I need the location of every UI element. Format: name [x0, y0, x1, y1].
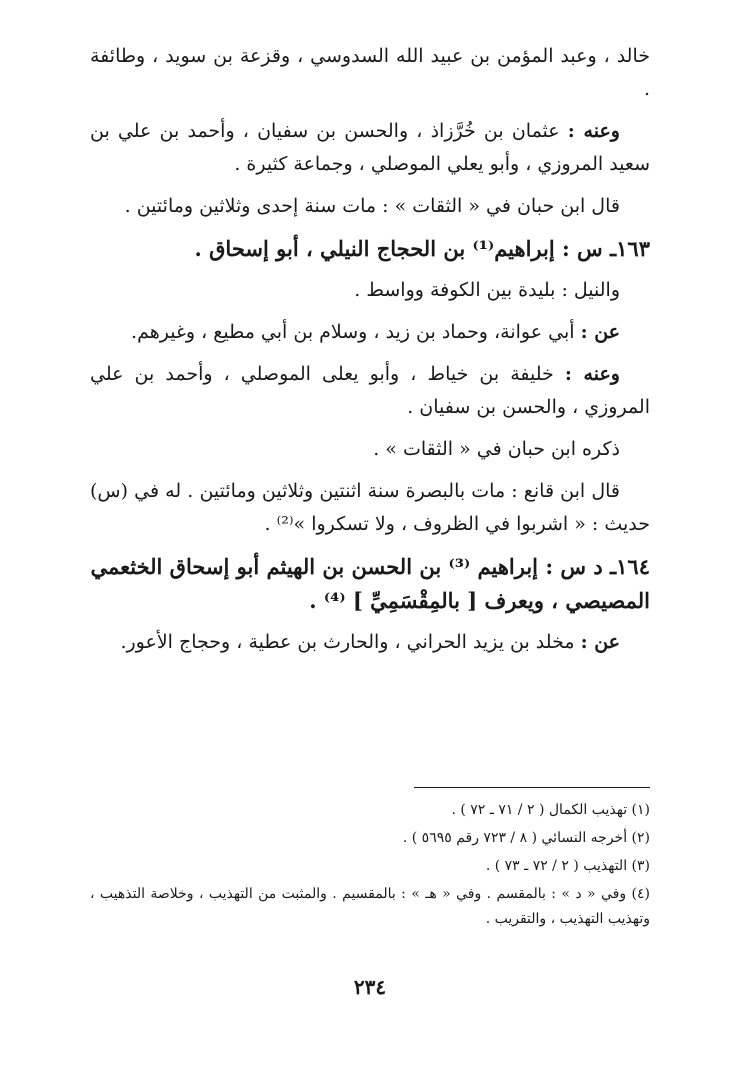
footnote-4: (٤) وفي « د » : بالمقسم . وفي « هـ » : بالمقسيم . والمثبت من التهذيب ، وخلاصة التذهيب ، وتهذيب التهذيب ، والتقريب . — [90, 886, 650, 927]
paragraph-nil-note: والنيل : بليدة بين الكوفة وواسط . — [354, 279, 620, 301]
footnote-separator — [414, 787, 650, 788]
students-list-1: عثمان بن خُرَّزاذ ، والحسن بن سفيان ، وأحمد بن علي بن سعيد المروزي ، وأبو يعلي الموصلي ، وجماعة كثيرة . — [90, 120, 650, 175]
paragraph-teachers-163 — [90, 316, 650, 349]
paragraph-ibn-qani: قال ابن قانع : مات بالبصرة سنة اثنتين وثلاثين ومائتين . له في (س) حديث : « اشربوا في الظروف ، ولا تسكروا »⁽²⁾ . — [90, 480, 650, 535]
students-list-163: خليفة بن خياط ، وأبو يعلى الموصلي ، وأحمد بن علي المروزي ، والحسن بن سفيان . — [90, 363, 650, 418]
paragraph-students-1 — [90, 115, 650, 181]
teachers-list-163: أبي عوانة، وحماد بن زيد ، وسلام بن أبي مطيع ، وغيرهم. — [131, 321, 575, 343]
book-page — [90, 40, 650, 1040]
paragraph-thiqat-mention: ذكره ابن حبان في « الثقات » . — [373, 438, 620, 460]
paragraph-ibn-hibban-death: قال ابن حبان في « الثقات » : مات سنة إحدى وثلاثين ومائتين . — [124, 195, 620, 217]
teachers-list-164: مخلد بن يزيد الحراني ، والحارث بن عطية ، وحجاج الأعور. — [120, 631, 575, 653]
entry-heading-164: ١٦٤ـ د س : إبراهيم ⁽³⁾ بن الحسن بن الهيثم أبو إسحاق الخثعمي المصيصي ، ويعرف [ بالمِقْسَمِيِّ ] ⁽⁴⁾ . — [90, 554, 650, 613]
paragraph-teachers-164 — [90, 626, 650, 659]
footnote-3: (٣) التهذيب ( ٢ / ٧٢ ـ ٧٣ ) . — [485, 858, 650, 874]
label-students: وعنه : — [567, 120, 620, 142]
footnote-1: (١) تهذيب الكمال ( ٢ / ٧١ ـ ٧٢ ) . — [451, 802, 650, 818]
entry-heading-163: ١٦٣ـ س : إبراهيم⁽¹⁾ بن الحجاج النيلي ، أبو إسحاق . — [194, 236, 650, 261]
footnotes — [90, 798, 650, 935]
footnote-2: (٢) أخرجه النسائي ( ٨ / ٧٢٣ رقم ٥٦٩٥ ) . — [402, 830, 650, 846]
label-teachers: عن : — [580, 631, 620, 653]
page-number: ٢٣٤ — [353, 975, 387, 999]
paragraph-continuation: خالد ، وعبد المؤمن بن عبيد الله السدوسي ، وقزعة بن سويد ، وطائفة . — [90, 45, 650, 100]
paragraph-students-163 — [90, 358, 650, 424]
label-teachers: عن : — [580, 321, 620, 343]
label-students: وعنه : — [564, 363, 620, 385]
